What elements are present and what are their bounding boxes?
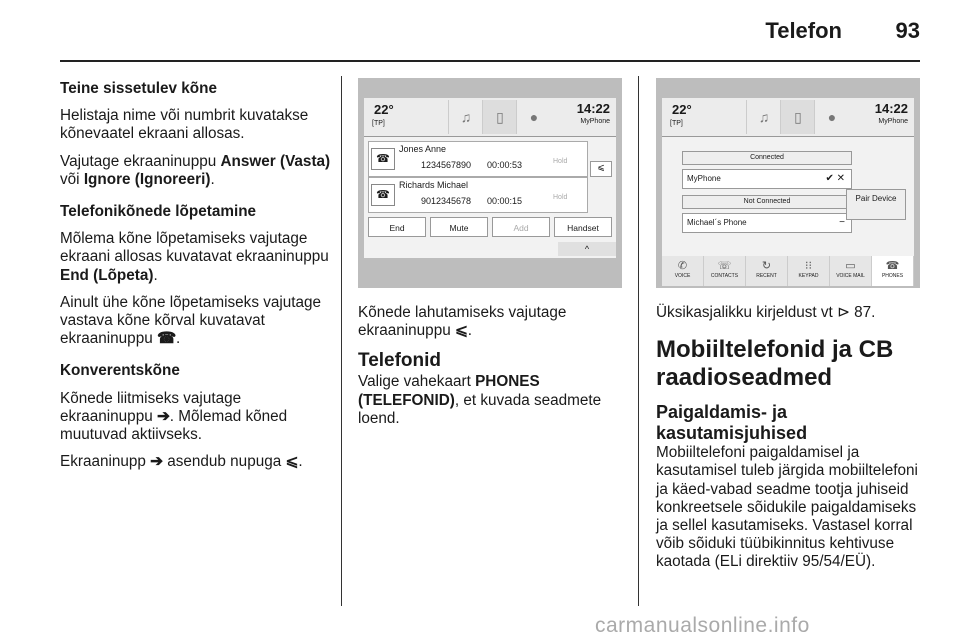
audio-tab-icon[interactable]: ♫ [746, 100, 781, 134]
nav-contacts[interactable]: ☏ CONTACTS [704, 256, 746, 286]
call-name: Jones Anne [399, 144, 447, 154]
tp-indicator: [TP] [372, 120, 385, 127]
hold-button[interactable]: Hold [553, 194, 568, 201]
call-buttons [368, 217, 612, 237]
phone-status: MyPhone [878, 118, 908, 125]
split-icon: ⩽ [454, 322, 468, 340]
heading-install: Paigaldamis- ja kasutamisjuhised [656, 402, 808, 444]
call-number: 9012345678 [421, 196, 472, 206]
connected-label: Connected [682, 151, 852, 165]
call-duration: 00:00:15 [487, 196, 523, 206]
column-3 [656, 304, 922, 581]
handset-button[interactable]: Handset [554, 217, 612, 237]
phone-nav-bar [662, 256, 914, 286]
status-bar [662, 98, 914, 137]
page-header-title: Telefon [765, 18, 842, 43]
device-row[interactable]: MyPhone ✔ ✕ [682, 169, 852, 189]
hangup-icon: ☎ [156, 330, 177, 348]
split-icon: ⩽ [285, 453, 299, 471]
para-phones: Valige vahekaart PHONES (TELEFONID), et kuvada seadmete loend. [358, 373, 602, 427]
call-row[interactable] [368, 141, 588, 177]
nav-voice[interactable]: ✆ VOICE [662, 256, 704, 286]
status-bar [364, 98, 616, 137]
split-icon[interactable]: ⩽ [590, 161, 612, 177]
para-reference: Üksikasjalikku kirjeldust vt ⊳ 87. [656, 304, 876, 321]
column-divider [341, 76, 342, 606]
page-number: 93 [895, 18, 920, 43]
call-duration: 00:00:53 [487, 160, 523, 170]
call-number: 1234567890 [421, 160, 472, 170]
header-rule [60, 60, 920, 62]
add-button[interactable]: Add [492, 217, 550, 237]
hangup-icon[interactable]: ☎ [371, 148, 395, 170]
screen-phones [656, 78, 920, 288]
not-connected-label: Not Connected [682, 195, 852, 209]
heading-incoming: Teine sissetulev kõne [60, 80, 218, 97]
clock: 14:22 [874, 101, 908, 116]
call-row[interactable] [368, 177, 588, 213]
nav-tab-icon[interactable]: ● [814, 100, 849, 134]
nav-phones[interactable]: ☎ PHONES [872, 256, 914, 286]
mute-button[interactable]: Mute [430, 217, 488, 237]
para-conference: Kõnede liitmiseks vajutage ekraaninuppu ➔. Mõlemad kõned muutuvad aktiivseks. [60, 389, 288, 444]
phone-status: MyPhone [580, 118, 610, 125]
watermark: carmanualsonline.info [595, 614, 810, 637]
clock: 14:22 [576, 101, 610, 116]
page-ref-icon: ⊳ [837, 304, 850, 321]
heading-conference: Konverentskõne [60, 362, 180, 380]
merge-icon: ➔ [150, 453, 163, 471]
phone-tab-icon[interactable]: ▯ [482, 100, 517, 134]
screen-calls [358, 78, 622, 288]
phone-tab-icon[interactable]: ▯ [780, 100, 815, 134]
collapse-button[interactable]: ^ [558, 242, 616, 256]
device-row[interactable]: Michael´s Phone − [682, 213, 852, 233]
para-end-single: Ainult ühe kõne lõpetamiseks vajutage vastava kõne kõrval kuvatavat ekraaninuppu ☎. [60, 293, 322, 348]
nav-keypad[interactable]: ⁝⁝ KEYPAD [788, 256, 830, 286]
nav-recent[interactable]: ↻ RECENT [746, 256, 788, 286]
column-divider [638, 76, 639, 606]
heading-phones: Telefonid [358, 350, 442, 372]
device-list [662, 137, 914, 258]
column-2 [358, 304, 620, 437]
para-incoming: Helistaja nime või numbrit kuvatakse kõnevaatel ekraani allosas. [60, 107, 309, 143]
pair-device-button[interactable]: Pair Device [846, 189, 906, 220]
para-install: Mobiiltelefoni paigaldamisel ja kasutamisel tuleb järgida mobiiltelefoni ja käed-vabad seadme tootja juhiseid konkreetsele sõidukile paigaldamiseks ja sellel kasutamiseks. Vastasel korral võib sõiduki tüübikinnitus kehtivuse kaotada (ELi direktiiv 95/54/EÜ). [656, 444, 918, 571]
para-answer: Vajutage ekraaninuppu Answer (Vasta) või Ignore (Ignoreeri). [60, 152, 331, 188]
temperature: 22° [374, 102, 394, 117]
column-1 [60, 80, 332, 480]
para-button-swap: Ekraaninupp ➔ asendub nupuga ⩽. [60, 453, 303, 471]
hangup-icon[interactable]: ☎ [371, 184, 395, 206]
heading-mobile-cb: Mobiiltelefonid ja CB raadioseadmed [656, 336, 894, 392]
audio-tab-icon[interactable]: ♫ [448, 100, 483, 134]
call-list [364, 137, 616, 258]
nav-tab-icon[interactable]: ● [516, 100, 551, 134]
hold-button[interactable]: Hold [553, 158, 568, 165]
tp-indicator: [TP] [670, 120, 683, 127]
para-split: Kõnede lahutamiseks vajutage ekraaninuppu ⩽. [358, 304, 567, 340]
nav-voicemail[interactable]: ▭ VOICE MAIL [830, 256, 872, 286]
temperature: 22° [672, 102, 692, 117]
end-button[interactable]: End [368, 217, 426, 237]
merge-icon: ➔ [156, 407, 170, 425]
para-end: Mõlema kõne lõpetamiseks vajutage ekraani allosas kuvatavat ekraaninuppu End (Lõpeta). [60, 230, 329, 284]
heading-end: Telefonikõnede lõpetamine [60, 203, 257, 221]
call-name: Richards Michael [399, 180, 469, 190]
